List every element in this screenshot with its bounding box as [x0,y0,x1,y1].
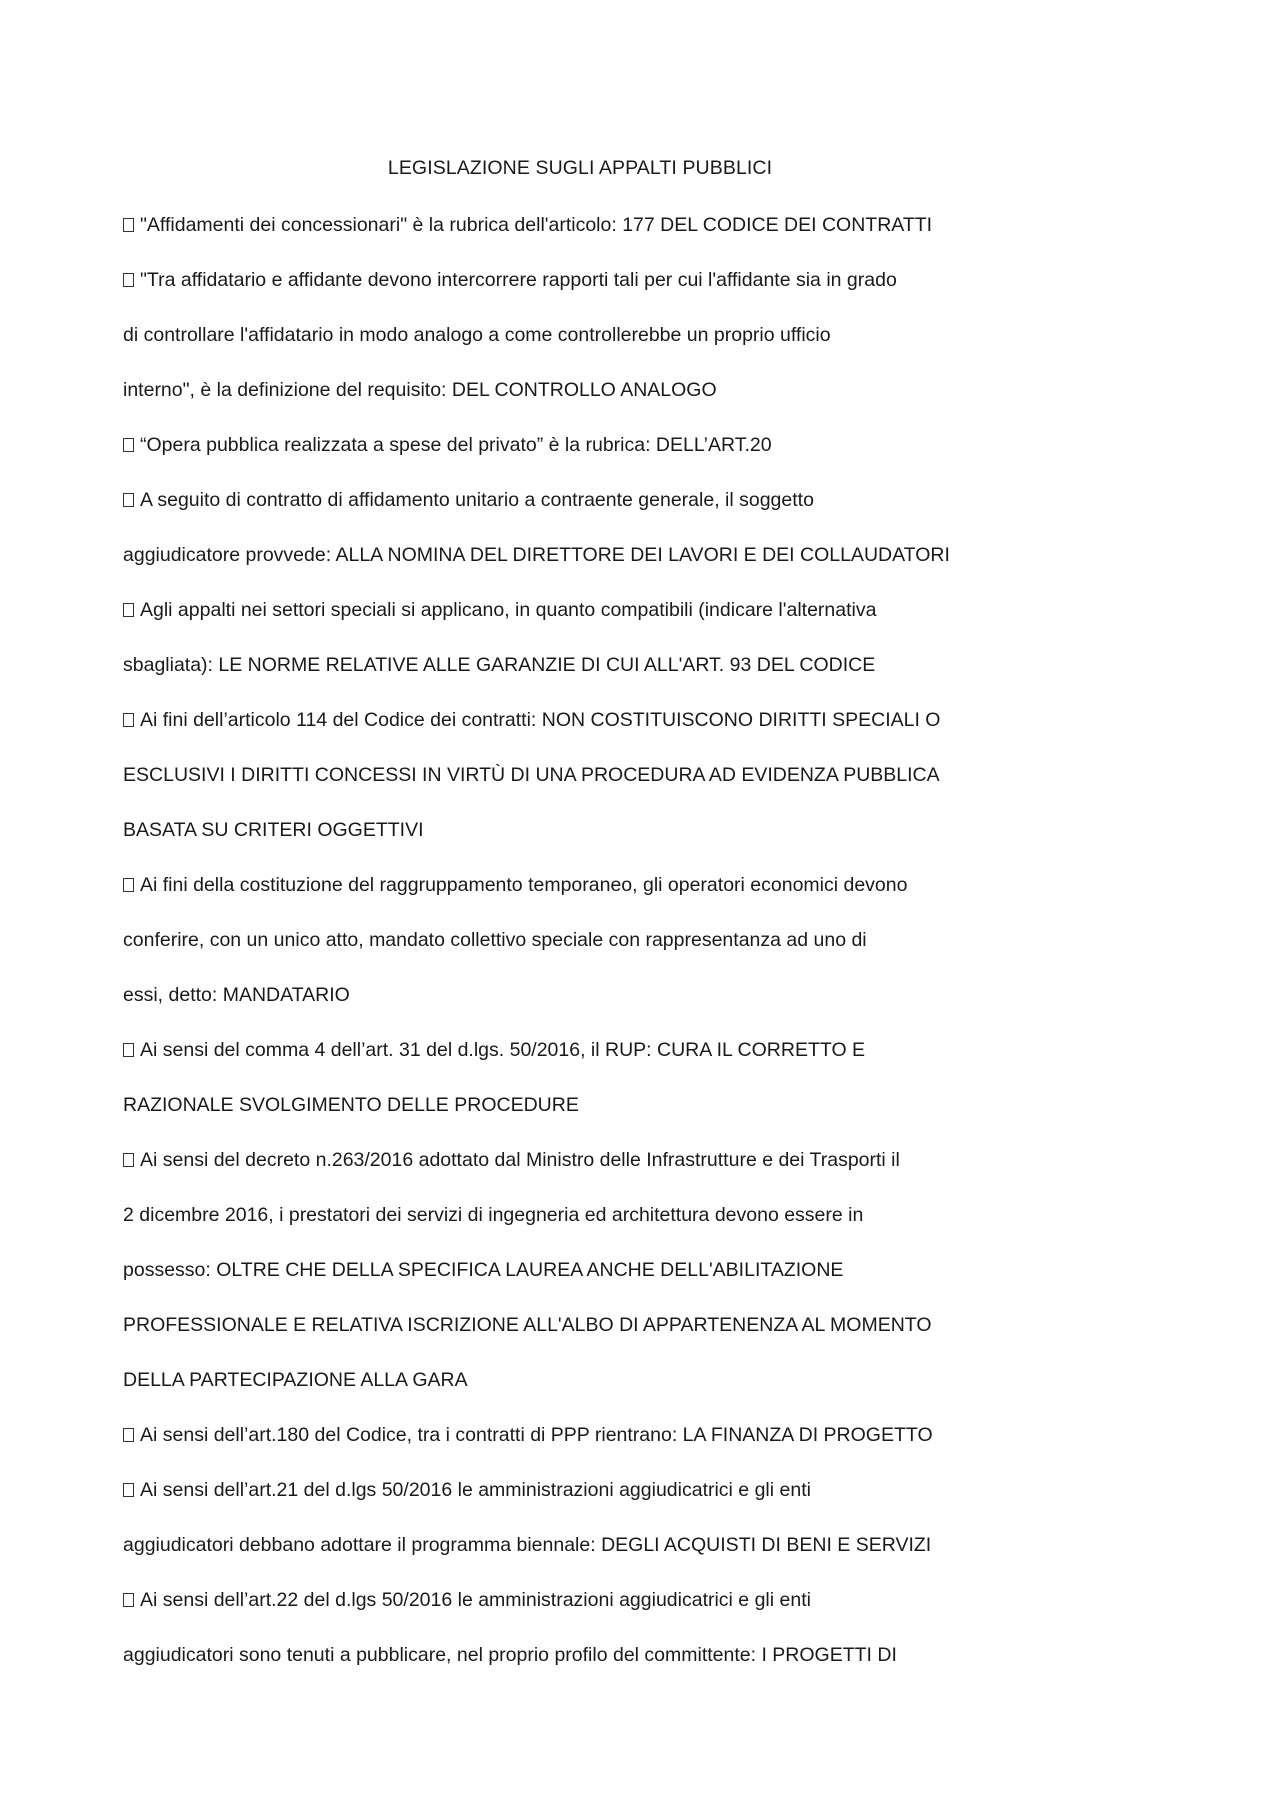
bullet-item [123,870,1023,925]
bullet-item [123,1145,1023,1200]
text-line [123,760,1023,815]
line-text: conferire, con un unico atto, mandato collettivo speciale con rappresentanza ad uno di [123,929,867,951]
line-text: 2 dicembre 2016, i prestatori dei servizi di ingegneria ed architettura devono essere in [123,1204,864,1226]
line-text: di controllare l'affidatario in modo analogo a come controllerebbe un proprio ufficio [123,324,831,346]
document-body [123,210,1023,1695]
text-line [123,980,1023,1035]
text-line [123,925,1023,980]
line-text: Agli appalti nei settori speciali si applicano, in quanto compatibili (indicare l'alternativa [140,599,877,621]
text-line [123,320,1023,375]
line-text: Ai sensi dell’art.180 del Codice, tra i contratti di PPP rientrano: LA FINANZA DI PROGETTO [140,1424,933,1446]
line-text: aggiudicatori sono tenuti a pubblicare, nel proprio profilo del committente: I PROGETTI DI [123,1644,897,1666]
line-text: aggiudicatori debbano adottare il programma biennale: DEGLI ACQUISTI DI BENI E SERVIZI [123,1534,932,1556]
missing-glyph-icon [123,493,134,507]
missing-glyph-icon [123,713,134,727]
line-text: A seguito di contratto di affidamento unitario a contraente generale, il soggetto [140,489,814,511]
bullet-item [123,1035,1023,1090]
line-text: ESCLUSIVI I DIRITTI CONCESSI IN VIRTÙ DI UNA PROCEDURA AD EVIDENZA PUBBLICA [123,764,940,786]
bullet-item [123,1475,1023,1530]
bullet-item [123,1585,1023,1640]
missing-glyph-icon [123,1593,134,1607]
line-text: sbagliata): LE NORME RELATIVE ALLE GARANZIE DI CUI ALL'ART. 93 DEL CODICE [123,654,876,676]
text-line [123,375,1023,430]
text-line [123,1090,1023,1145]
line-text: Ai sensi del comma 4 dell’art. 31 del d.lgs. 50/2016, il RUP: CURA IL CORRETTO E [140,1039,866,1061]
text-line [123,1365,1023,1420]
line-text: "Tra affidatario e affidante devono intercorrere rapporti tali per cui l'affidante sia in grado [140,269,897,291]
line-text: Ai sensi dell’art.22 del d.lgs 50/2016 le amministrazioni aggiudicatrici e gli enti [140,1589,811,1611]
bullet-item [123,595,1023,650]
line-text: PROFESSIONALE E RELATIVA ISCRIZIONE ALL'ALBO DI APPARTENENZA AL MOMENTO [123,1314,932,1336]
bullet-item [123,1420,1023,1475]
missing-glyph-icon [123,438,134,452]
line-text: essi, detto: MANDATARIO [123,984,350,1006]
bullet-item [123,485,1023,540]
missing-glyph-icon [123,603,134,617]
line-text: Ai fini della costituzione del raggruppamento temporaneo, gli operatori economici devono [140,874,908,896]
line-text: "Affidamenti dei concessionari" è la rubrica dell'articolo: 177 DEL CODICE DEI CONTRATTI [140,214,933,236]
text-line [123,815,1023,870]
line-text: aggiudicatore provvede: ALLA NOMINA DEL DIRETTORE DEI LAVORI E DEI COLLAUDATORI [123,544,950,566]
missing-glyph-icon [123,1483,134,1497]
missing-glyph-icon [123,218,134,232]
text-line [123,540,1023,595]
line-text: interno", è la definizione del requisito: DEL CONTROLLO ANALOGO [123,379,717,401]
missing-glyph-icon [123,1153,134,1167]
line-text: Ai sensi del decreto n.263/2016 adottato dal Ministro delle Infrastrutture e dei Trasporti il [140,1149,900,1171]
bullet-item [123,430,1023,485]
bullet-item [123,265,1023,320]
missing-glyph-icon [123,1428,134,1442]
text-line [123,1200,1023,1255]
text-line [123,1255,1023,1310]
missing-glyph-icon [123,1043,134,1057]
text-line [123,1530,1023,1585]
missing-glyph-icon [123,273,134,287]
line-text: Ai fini dell’articolo 114 del Codice dei contratti: NON COSTITUISCONO DIRITTI SPECIALI O [140,709,941,731]
text-line [123,1310,1023,1365]
line-text: RAZIONALE SVOLGIMENTO DELLE PROCEDURE [123,1094,579,1116]
bullet-item [123,705,1023,760]
line-text: DELLA PARTECIPAZIONE ALLA GARA [123,1369,468,1391]
text-line [123,1640,1023,1695]
bullet-item [123,210,1023,265]
line-text: BASATA SU CRITERI OGGETTIVI [123,819,424,841]
line-text: possesso: OLTRE CHE DELLA SPECIFICA LAUREA ANCHE DELL'ABILITAZIONE [123,1259,844,1281]
line-text: Ai sensi dell’art.21 del d.lgs 50/2016 le amministrazioni aggiudicatrici e gli enti [140,1479,811,1501]
line-text: “Opera pubblica realizzata a spese del privato” è la rubrica: DELL’ART.20 [140,434,772,456]
missing-glyph-icon [123,878,134,892]
text-line [123,650,1023,705]
document-title: LEGISLAZIONE SUGLI APPALTI PUBBLICI [387,157,773,179]
